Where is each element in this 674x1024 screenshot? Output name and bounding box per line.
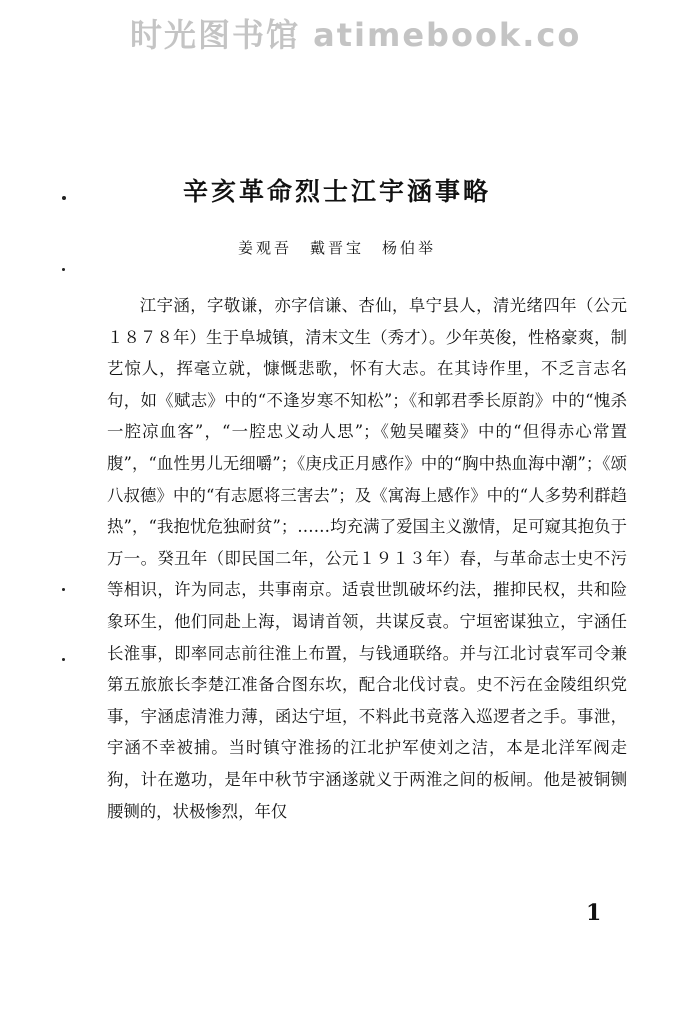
article-title: 辛亥革命烈士江宇涵事略 (182, 177, 491, 206)
margin-dot (62, 268, 65, 271)
page-number: 1 (586, 900, 602, 926)
article-authors: 姜观吾 戴晋宝 杨伯举 (237, 239, 436, 257)
watermark-text: 时光图书馆 atimebook.co (130, 16, 582, 54)
article-body: 江宇涵，字敬谦，亦字信谦、杏仙，阜宁县人，清光绪四年（公元１８７８年）生于阜城镇，清末文生（秀才）。少年英俊，性格豪爽，制艺惊人，挥毫立就，慷慨悲歌，怀有大志。在其诗作里，不乏言志名句，如《赋志》中的“不逢岁寒不知松”；《和郭君季长原韵》中的“愧杀一腔凉血客”，“一腔忠义动人思”；《勉吴曜葵》中的“但得赤心常置腹”，“血性男儿无细嚼”；《庚戌正月感作》中的“胸中热血海中潮”；《颂八叔德》中的“有志愿将三害去”；及《寓海上感作》中的“人多势利群趋热”，“我抱忧危独耐贫”；……均充满了爱国主义激情，足可窥其抱负于万一。癸丑年（即民国二年，公元１９１３年）春，与革命志士史不污等相识，许为同志，共事南京。适袁世凯破坏约法，摧抑民权，共和险象环生，他们同赴上海，谒请首领，共谋反袁。宁垣密谋独立，宇涵任长淮事，即率同志前往淮上布置，与钱通联络。并与江北讨袁军司令兼第五旅旅长李楚江准备合图东坎，配合北伐讨袁。史不污在金陵组织党事，宇涵虑清淮力薄，函达宁垣，不料此书竟落入巡逻者之手。事泄，宇涵不幸被捕。当时镇守淮扬的江北护军使刘之洁，本是北洋军阀走狗，计在邀功，是年中秋节宇涵遂就义于两淮之间的板闸。他是被铜铡腰铡的，状极惨烈，年仅 (107, 296, 627, 821)
margin-dot (62, 588, 65, 591)
margin-dot (62, 658, 65, 661)
